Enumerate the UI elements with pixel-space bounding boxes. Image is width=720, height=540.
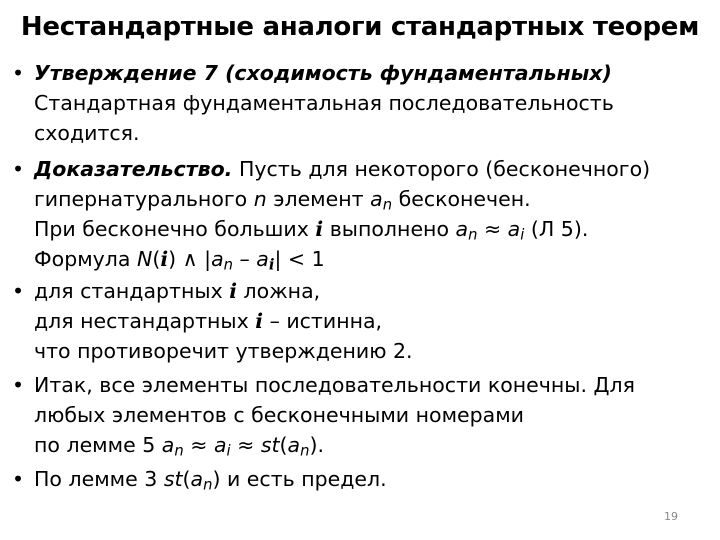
bullet-marker: • <box>11 279 25 303</box>
proof-line: гипернатурального n элемент $a_n$ бесконечен. <box>34 187 531 214</box>
page-number: 19 <box>664 510 678 523</box>
statement-text-line: сходится. <box>34 121 140 145</box>
bullet-marker: • <box>11 373 25 397</box>
bullet-marker: • <box>11 157 25 181</box>
proof-line: Доказательство. Пусть для некоторого (бесконечного) <box>34 157 651 181</box>
proof-line: Итак, все элементы последовательности конечны. Для <box>34 373 635 397</box>
bullet-marker: • <box>11 61 25 85</box>
slide-title: Нестандартные аналоги стандартных теорем <box>20 12 700 42</box>
statement-text-line: Стандартная фундаментальная последовательность <box>34 91 614 115</box>
formula-line: Формула N(i) ∧ $|a_n - a_i| < 1$ <box>34 247 325 274</box>
proof-line: по лемме 5 $a_n \approx a_i \approx st(a_n)$. <box>34 433 324 460</box>
proof-line: По лемме 3 $st(a_n)$ и есть предел. <box>34 467 387 494</box>
proof-line: При бесконечно больших i выполнено $a_n \approx a_i$ (Л 5). <box>34 217 589 244</box>
proof-line: для стандартных i ложна, <box>34 279 321 303</box>
statement-title: Утверждение 7 (сходимость фундаментальных) <box>34 61 612 85</box>
proof-line: любых элементов с бесконечными номерами <box>34 403 525 427</box>
bullet-marker: • <box>11 467 25 491</box>
proof-line: для нестандартных i – истинна, <box>34 309 383 333</box>
proof-line: что противоречит утверждению 2. <box>34 339 413 363</box>
